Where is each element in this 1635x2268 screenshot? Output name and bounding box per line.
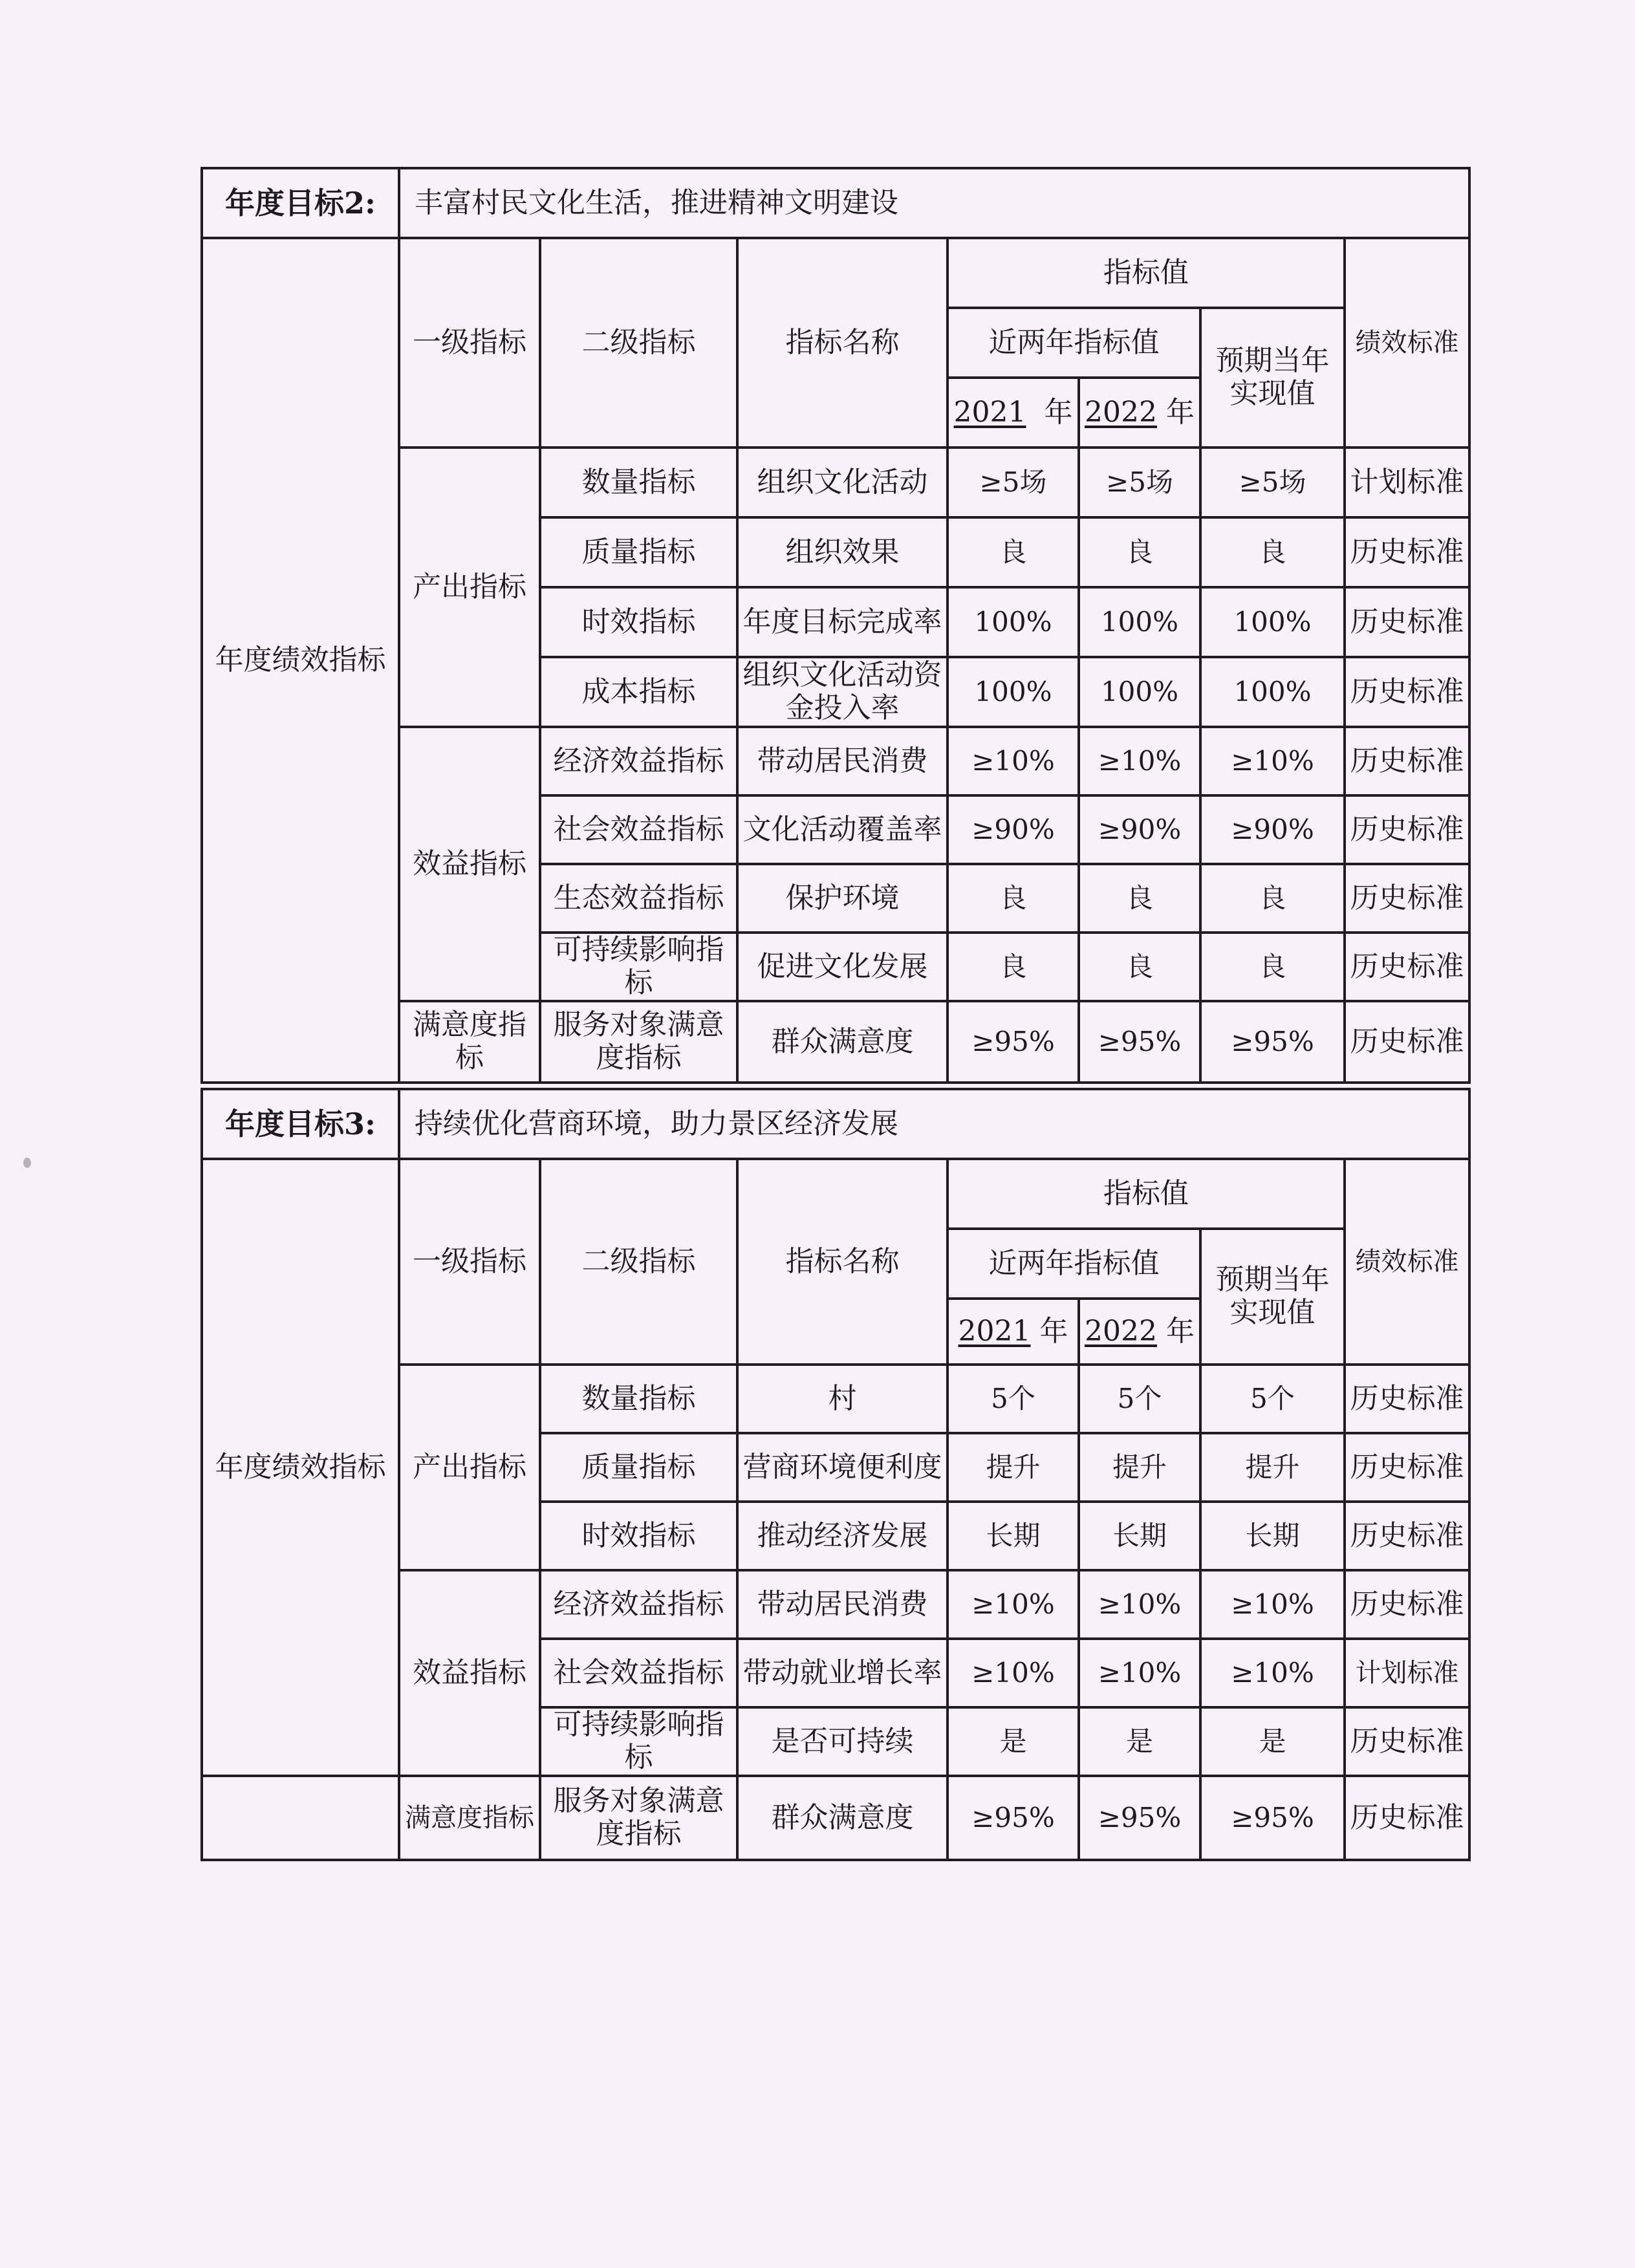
sub-indicator: 经济效益指标: [540, 727, 737, 795]
standard: 计划标准: [1345, 448, 1469, 517]
indicator-name: 组织文化活动: [737, 448, 947, 517]
header-indicator-name: 指标名称: [737, 238, 947, 448]
sub-indicator: 可持续影响指标: [540, 1707, 737, 1776]
standard: 历史标准: [1345, 517, 1469, 587]
header-recent-years: 近两年指标值: [947, 1229, 1200, 1299]
value-2022: 良: [1079, 517, 1200, 587]
value-2021: ≥10%: [947, 1639, 1079, 1707]
group-label: 产出指标: [399, 448, 540, 727]
standard: 计划标准: [1345, 1639, 1469, 1707]
sub-indicator: 时效指标: [540, 587, 737, 657]
indicator-name: 群众满意度: [737, 1776, 947, 1860]
value-2022: 5个: [1079, 1365, 1200, 1433]
standard: 历史标准: [1345, 657, 1469, 727]
header-level1: 一级指标: [399, 238, 540, 448]
header-expected: 预期当年实现值: [1200, 1229, 1345, 1365]
indicator-name: 是否可持续: [737, 1707, 947, 1776]
group-label: 效益指标: [399, 727, 540, 1001]
goal-2-table: [200, 167, 1471, 1084]
sub-indicator: 社会效益指标: [540, 795, 737, 864]
sub-indicator: 时效指标: [540, 1502, 737, 1570]
standard: 历史标准: [1345, 1001, 1469, 1083]
header-standard: 绩效标准: [1345, 1159, 1469, 1365]
standard: 历史标准: [1345, 1433, 1469, 1502]
value-2022: ≥10%: [1079, 1639, 1200, 1707]
value-2021: ≥10%: [947, 1570, 1079, 1639]
value-2022: ≥95%: [1079, 1001, 1200, 1083]
header-level2: 二级指标: [540, 1159, 737, 1365]
value-expected: ≥10%: [1200, 727, 1345, 795]
value-expected: ≥90%: [1200, 795, 1345, 864]
goal-text: 持续优化营商环境，助力景区经济发展: [399, 1089, 1469, 1159]
value-expected: ≥95%: [1200, 1001, 1345, 1083]
value-2022: 长期: [1079, 1502, 1200, 1570]
header-standard: 绩效标准: [1345, 238, 1469, 448]
value-2021: 长期: [947, 1502, 1079, 1570]
value-2021: 100%: [947, 657, 1079, 727]
sub-indicator: 数量指标: [540, 1365, 737, 1433]
value-expected: 是: [1200, 1707, 1345, 1776]
value-2022: ≥5场: [1079, 448, 1200, 517]
value-expected: ≥10%: [1200, 1570, 1345, 1639]
value-expected: 良: [1200, 517, 1345, 587]
value-expected: 良: [1200, 933, 1345, 1001]
value-2022: 良: [1079, 933, 1200, 1001]
value-expected: 100%: [1200, 587, 1345, 657]
indicator-name: 营商环境便利度: [737, 1433, 947, 1502]
sub-indicator: 质量指标: [540, 1433, 737, 1502]
standard: 历史标准: [1345, 1502, 1469, 1570]
group-label: 产出指标: [399, 1365, 540, 1570]
indicator-name: 推动经济发展: [737, 1502, 947, 1570]
value-2022: 100%: [1079, 657, 1200, 727]
header-recent-years: 近两年指标值: [947, 308, 1200, 378]
value-2022: ≥10%: [1079, 1570, 1200, 1639]
group-label: 满意度指标: [399, 1001, 540, 1083]
sub-indicator: 生态效益指标: [540, 864, 737, 933]
sub-indicator: 经济效益指标: [540, 1570, 737, 1639]
indicator-name: 带动居民消费: [737, 727, 947, 795]
header-year-2021: 2021 年: [947, 1299, 1079, 1365]
standard: 历史标准: [1345, 1365, 1469, 1433]
standard: 历史标准: [1345, 795, 1469, 864]
indicator-name: 带动居民消费: [737, 1570, 947, 1639]
indicator-name: 保护环境: [737, 864, 947, 933]
standard: 历史标准: [1345, 1570, 1469, 1639]
side-label: 年度绩效指标: [202, 1159, 399, 1776]
value-expected: 长期: [1200, 1502, 1345, 1570]
standard: 历史标准: [1345, 587, 1469, 657]
sub-indicator: 服务对象满意度指标: [540, 1776, 737, 1860]
value-2022: 提升: [1079, 1433, 1200, 1502]
sub-indicator: 数量指标: [540, 448, 737, 517]
indicator-name: 年度目标完成率: [737, 587, 947, 657]
value-2022: 良: [1079, 864, 1200, 933]
sub-indicator: 成本指标: [540, 657, 737, 727]
value-2021: ≥10%: [947, 727, 1079, 795]
goal-label: 年度目标2:: [202, 168, 399, 238]
scan-speck: [23, 1158, 31, 1168]
value-expected: 良: [1200, 864, 1345, 933]
standard: 历史标准: [1345, 1776, 1469, 1860]
value-2022: ≥90%: [1079, 795, 1200, 864]
standard: 历史标准: [1345, 727, 1469, 795]
indicator-name: 促进文化发展: [737, 933, 947, 1001]
standard: 历史标准: [1345, 1707, 1469, 1776]
sub-indicator: 可持续影响指标: [540, 933, 737, 1001]
value-2021: 5个: [947, 1365, 1079, 1433]
standard: 历史标准: [1345, 864, 1469, 933]
value-2021: ≥5场: [947, 448, 1079, 517]
header-indicator-name: 指标名称: [737, 1159, 947, 1365]
standard: 历史标准: [1345, 933, 1469, 1001]
value-2021: 100%: [947, 587, 1079, 657]
goal-label: 年度目标3:: [202, 1089, 399, 1159]
value-expected: ≥10%: [1200, 1639, 1345, 1707]
header-year-2022: 2022 年: [1079, 1299, 1200, 1365]
header-expected: 预期当年实现值: [1200, 308, 1345, 448]
header-indicator-value: 指标值: [947, 238, 1345, 308]
indicator-name: 群众满意度: [737, 1001, 947, 1083]
value-2021: ≥90%: [947, 795, 1079, 864]
header-indicator-value: 指标值: [947, 1159, 1345, 1229]
value-expected: 提升: [1200, 1433, 1345, 1502]
empty-cell: [202, 1776, 399, 1860]
value-2021: ≥95%: [947, 1001, 1079, 1083]
value-2021: 良: [947, 517, 1079, 587]
value-2021: 提升: [947, 1433, 1079, 1502]
indicator-name: 组织文化活动资金投入率: [737, 657, 947, 727]
value-2021: 是: [947, 1707, 1079, 1776]
value-expected: 100%: [1200, 657, 1345, 727]
value-2021: 良: [947, 933, 1079, 1001]
value-2021: ≥95%: [947, 1776, 1079, 1860]
sub-indicator: 质量指标: [540, 517, 737, 587]
value-2022: 100%: [1079, 587, 1200, 657]
indicator-name: 村: [737, 1365, 947, 1433]
sub-indicator: 服务对象满意度指标: [540, 1001, 737, 1083]
indicator-name: 带动就业增长率: [737, 1639, 947, 1707]
group-label: 效益指标: [399, 1570, 540, 1776]
indicator-name: 组织效果: [737, 517, 947, 587]
value-expected: 5个: [1200, 1365, 1345, 1433]
value-2021: 良: [947, 864, 1079, 933]
indicator-name: 文化活动覆盖率: [737, 795, 947, 864]
value-expected: ≥95%: [1200, 1776, 1345, 1860]
value-2022: ≥10%: [1079, 727, 1200, 795]
value-2022: ≥95%: [1079, 1776, 1200, 1860]
header-level1: 一级指标: [399, 1159, 540, 1365]
value-expected: ≥5场: [1200, 448, 1345, 517]
group-label: 满意度指标: [399, 1776, 540, 1860]
side-label: 年度绩效指标: [202, 238, 399, 1083]
goal-3-table: [200, 1088, 1471, 1861]
value-2022: 是: [1079, 1707, 1200, 1776]
sub-indicator: 社会效益指标: [540, 1639, 737, 1707]
goal-text: 丰富村民文化生活，推进精神文明建设: [399, 168, 1469, 238]
header-level2: 二级指标: [540, 238, 737, 448]
header-year-2022: 2022 年: [1079, 378, 1200, 448]
header-year-2021: 2021 年: [947, 378, 1079, 448]
